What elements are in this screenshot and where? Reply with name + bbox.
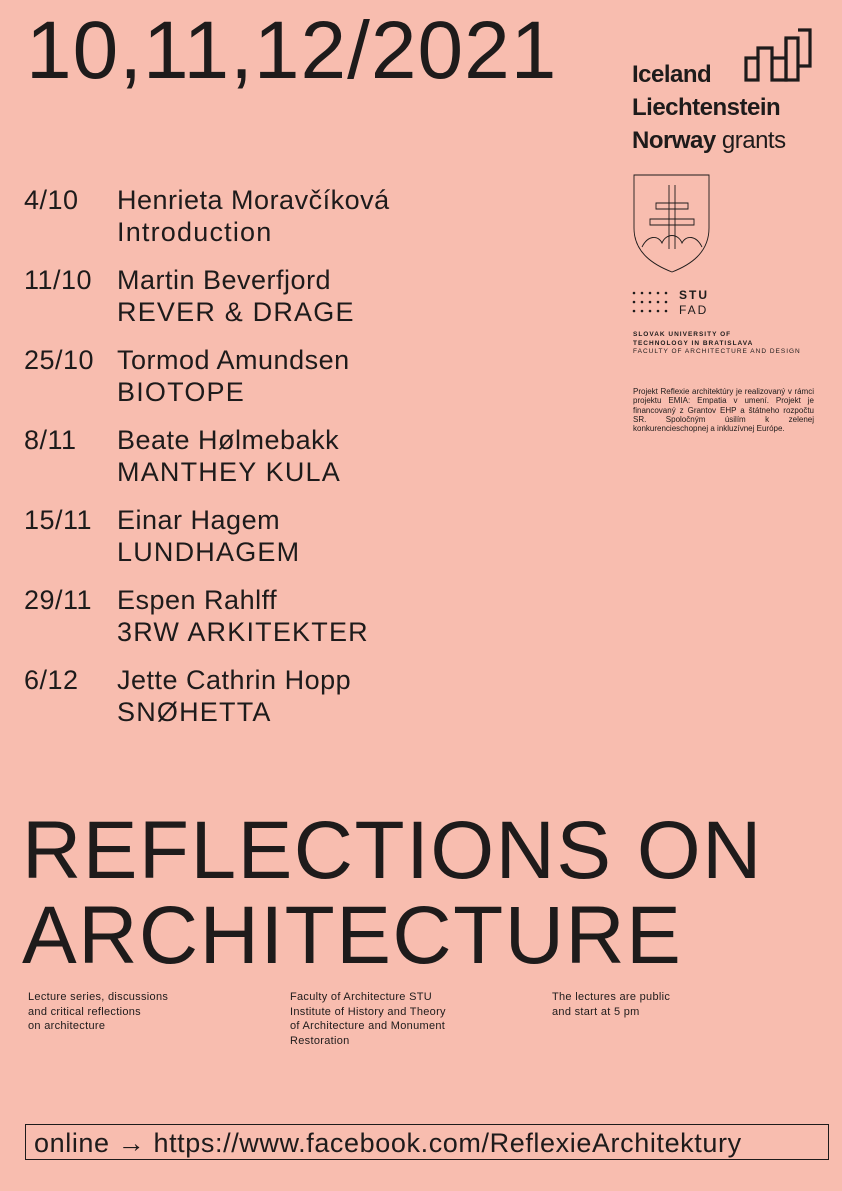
- lecture-office: Introduction: [117, 217, 273, 247]
- lecture-office: LUNDHAGEM: [117, 537, 301, 567]
- lecture-row: [24, 184, 584, 248]
- lecture-date: 29/11: [24, 585, 93, 615]
- stu-faculty-abbr: FAD: [679, 303, 709, 317]
- lecture-date: 25/10: [24, 345, 95, 375]
- university-line-2: TECHNOLOGY IN BRATISLAVA: [633, 339, 754, 347]
- lecture-office: MANTHEY KULA: [117, 457, 341, 487]
- info-schedule-note: The lectures are public and start at 5 pm: [552, 991, 671, 1018]
- lecture-date: 11/10: [24, 265, 93, 295]
- lecture-date: 8/11: [24, 425, 77, 455]
- lecture-office: SNØHETTA: [117, 697, 272, 727]
- lecture-date: 6/12: [24, 665, 79, 695]
- lecture-speaker: Tormod Amundsen: [117, 345, 350, 375]
- university-line-1: SLOVAK UNIVERSITY OF: [633, 331, 732, 338]
- lecture-row: [24, 664, 584, 728]
- lecture-speaker: Henrieta Moravčíková: [117, 185, 390, 215]
- lecture-date: 15/11: [24, 505, 93, 535]
- info-description: Lecture series, discussions and critical reflections on architecture: [28, 991, 169, 1032]
- project-note: Projekt Reflexie architektúry je realizovaný v rámci projektu EMIA: Empatia v umení. Projekt je financovaný z Grantov EHP a štátneho rozpočtu SR. Spoločným úsilím k zelenej konkurencieschopnej a inkluzívnej Európe.: [633, 387, 814, 434]
- online-link[interactable]: online → https://www.facebook.com/ReflexieArchitektury: [25, 1124, 829, 1160]
- lecture-office: 3RW ARKITEKTER: [117, 617, 369, 647]
- lecture-speaker: Beate Hølmebakk: [117, 425, 340, 455]
- grants-line-norway: Norway: [632, 127, 716, 154]
- series-title: [22, 805, 763, 981]
- event-dates: 10,11,12/2021: [26, 5, 558, 96]
- grants-line-liechtenstein: Liechtenstein: [632, 94, 781, 121]
- grants-line-iceland: Iceland: [632, 61, 712, 88]
- lecture-row: [24, 584, 584, 648]
- lecture-row: [24, 504, 584, 568]
- lecture-row: [24, 424, 584, 488]
- lecture-office: BIOTOPE: [117, 377, 245, 407]
- grants-word: grants: [721, 127, 786, 154]
- info-organizer: Faculty of Architecture STU Institute of History and Theory of Architecture and Monument Restoration: [290, 991, 446, 1047]
- lecture-speaker: Martin Beverfjord: [117, 265, 332, 295]
- stu-dots-icon: [632, 290, 672, 316]
- university-line-3: FACULTY OF ARCHITECTURE AND DESIGN: [633, 348, 801, 355]
- grants-mark-icon: [744, 28, 814, 82]
- lecture-speaker: Espen Rahlff: [117, 585, 278, 615]
- lecture-office: REVER & DRAGE: [117, 297, 355, 327]
- lecture-row: [24, 344, 584, 408]
- lecture-speaker: Jette Cathrin Hopp: [117, 665, 352, 695]
- stu-fad-logo: [632, 288, 709, 321]
- slovak-coat-of-arms-icon: [632, 173, 712, 273]
- grants-logo: [632, 58, 822, 157]
- lecture-row: [24, 264, 584, 328]
- series-title-line-2: ARCHITECTURE: [22, 890, 683, 981]
- lecture-date: 4/10: [24, 185, 79, 215]
- stu-name: STU: [679, 288, 709, 302]
- lecture-speaker: Einar Hagem: [117, 505, 281, 535]
- series-title-line-1: REFLECTIONS ON: [22, 805, 763, 896]
- university-name: [633, 331, 801, 357]
